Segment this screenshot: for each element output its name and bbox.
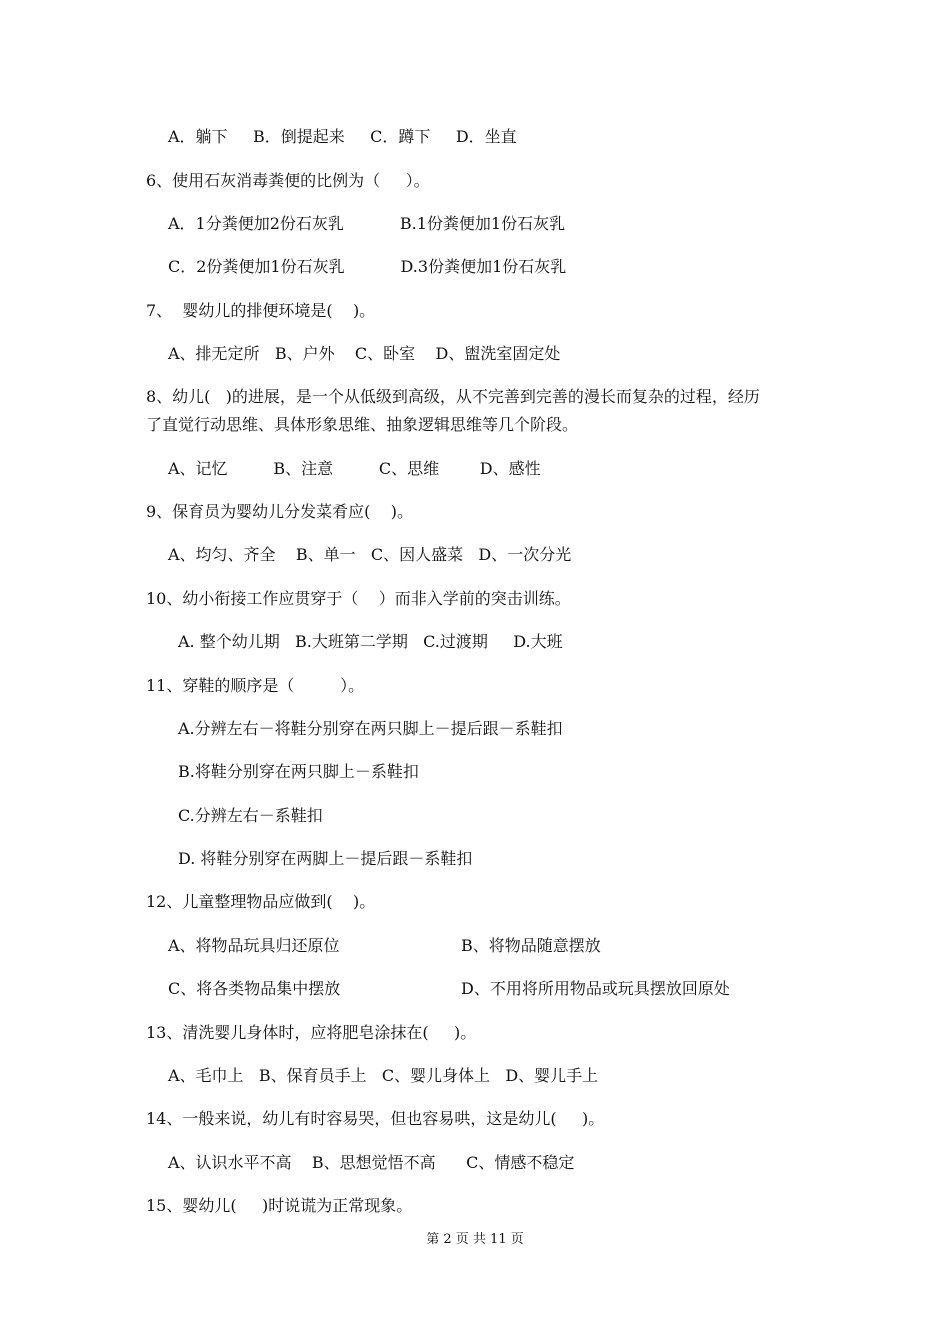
q5-options: A．躺下 B．倒提起来 C．蹲下 D．坐直 [168, 127, 517, 146]
q11-option-b: B.将鞋分别穿在两只脚上－系鞋扣 [178, 762, 419, 781]
q10-question: 10、幼小衔接工作应贯穿于（ ）而非入学前的突击训练。 [146, 589, 571, 608]
q14-question: 14、一般来说，幼儿有时容易哭，但也容易哄，这是幼儿( )。 [146, 1109, 605, 1128]
q9-options: A、均匀、齐全 B、单一 C、因人盛菜 D、一次分光 [168, 545, 572, 564]
q12-option-b: B、将物品随意摆放 [461, 936, 601, 955]
q9-question: 9、保育员为婴幼儿分发菜肴应( )。 [146, 502, 414, 521]
q8-options: A、记忆 B、注意 C、思维 D、感性 [168, 459, 541, 478]
q13-question: 13、清洗婴儿身体时，应将肥皂涂抹在( )。 [146, 1023, 477, 1042]
q12-option-d: D、不用将所用物品或玩具摆放回原处 [461, 979, 730, 998]
q11-option-d: D. 将鞋分别穿在两脚上－提后跟－系鞋扣 [178, 849, 473, 868]
q11-question: 11、穿鞋的顺序是（ ）。 [146, 676, 365, 695]
q15-question: 15、婴幼儿( )时说谎为正常现象。 [146, 1196, 413, 1215]
q7-question: 7、 婴幼儿的排便环境是( )。 [146, 301, 376, 320]
q11-option-c: C.分辨左右－系鞋扣 [178, 806, 323, 825]
q12-option-c: C、将各类物品集中摆放 [168, 979, 341, 998]
q13-options: A、毛巾上 B、保育员手上 C、婴儿身体上 D、婴儿手上 [168, 1066, 599, 1085]
q10-options: A. 整个幼儿期 B.大班第二学期 C.过渡期 D.大班 [178, 632, 563, 651]
q6-options-row2: C．2份粪便加1份石灰乳 D.3份粪便加1份石灰乳 [168, 257, 567, 276]
page-footer: 第 2 页 共 11 页 [426, 1232, 524, 1247]
q8-question-line1: 8、幼儿( )的进展，是一个从低级到高级，从不完善到完善的漫长而复杂的过程，经历 [146, 387, 760, 406]
q8-question-line2: 了直觉行动思维、具体形象思维、抽象逻辑思维等几个阶段。 [146, 415, 579, 434]
q11-option-a: A.分辨左右－将鞋分别穿在两只脚上－提后跟－系鞋扣 [178, 719, 563, 738]
q6-question: 6、使用石灰消毒粪便的比例为（ ）。 [146, 171, 430, 190]
q12-question: 12、儿童整理物品应做到( )。 [146, 892, 376, 911]
q12-option-a: A、将物品玩具归还原位 [168, 936, 340, 955]
q6-options-row1: A．1分粪便加2份石灰乳 B.1份粪便加1份石灰乳 [168, 214, 566, 233]
q7-options: A、排无定所 B、户外 C、卧室 D、盥洗室固定处 [168, 344, 561, 363]
q14-options: A、认识水平不高 B、思想觉悟不高 C、情感不稳定 [168, 1153, 575, 1172]
